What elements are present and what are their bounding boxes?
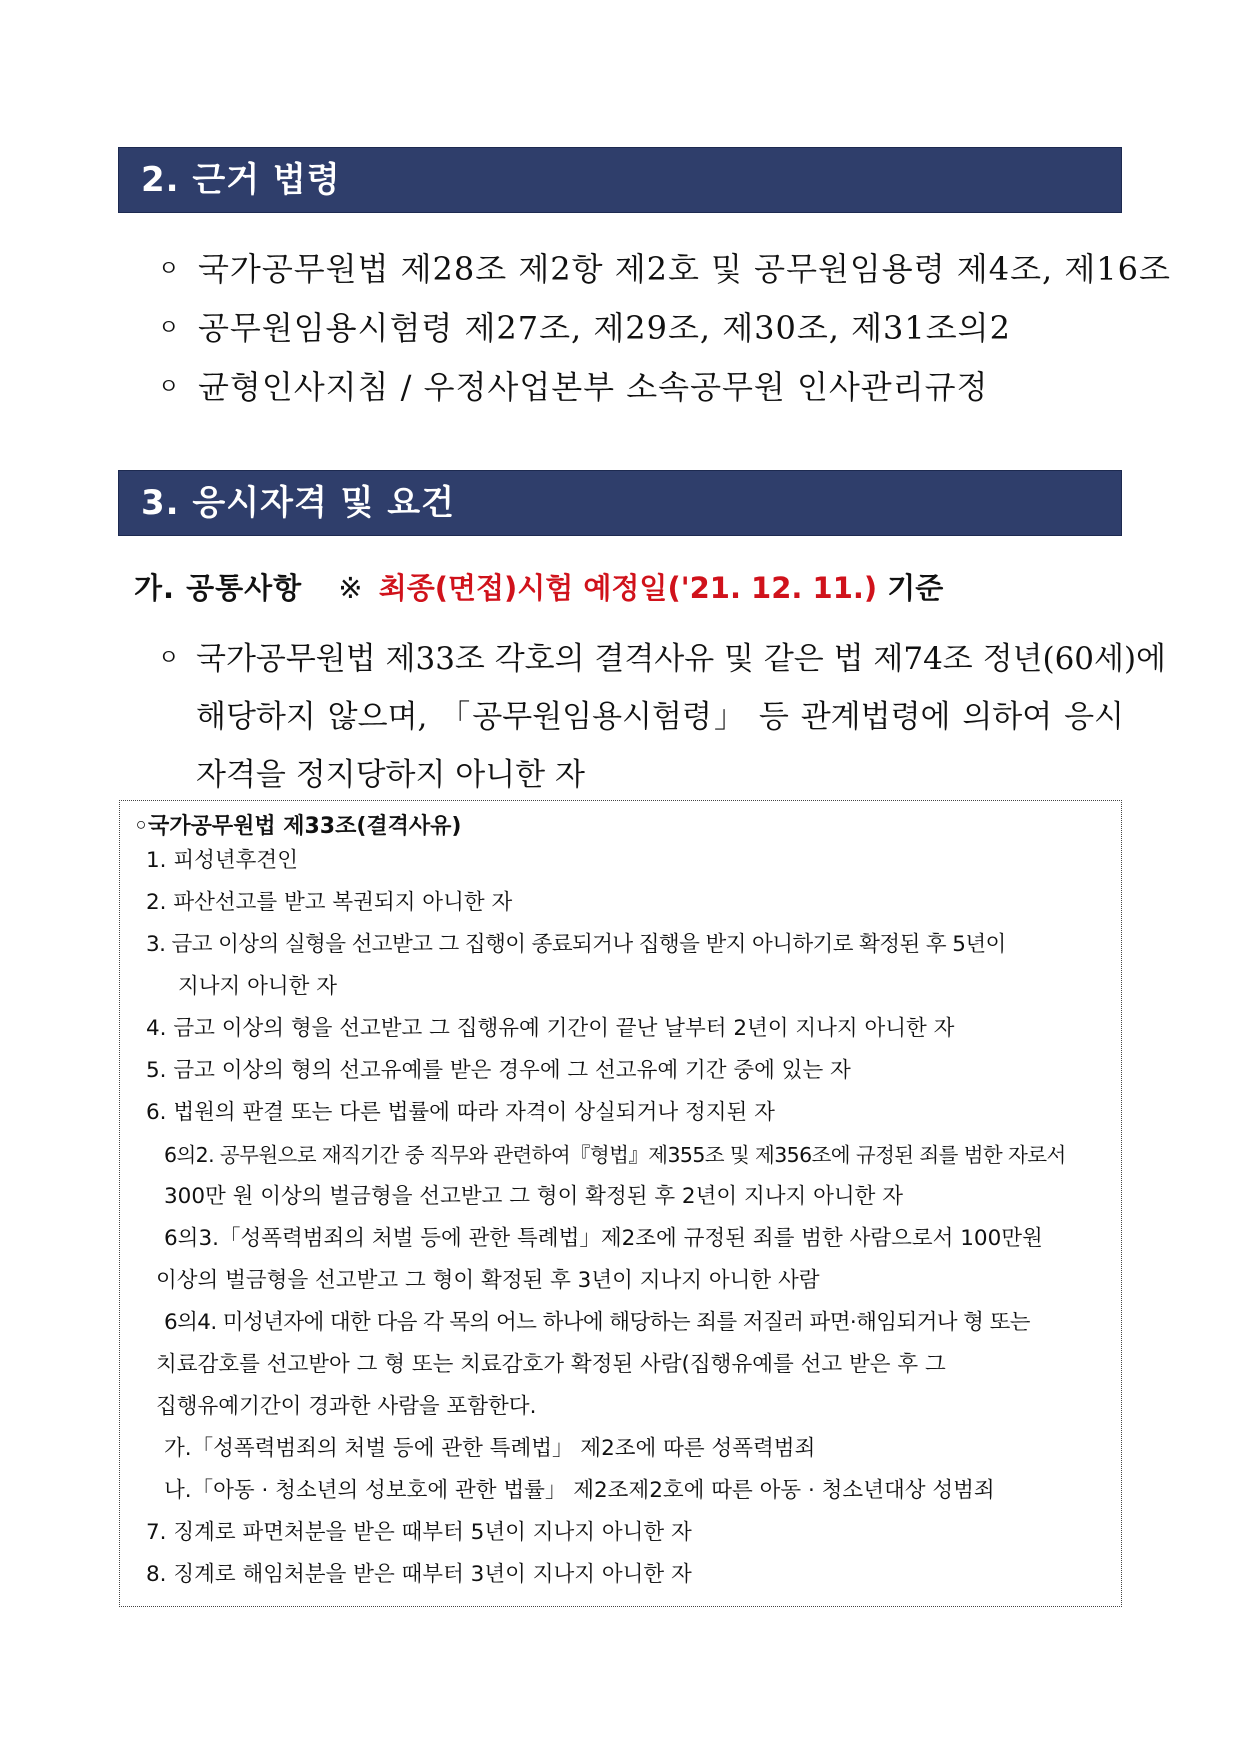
section-3-title: 3. 응시자격 및 요건: [141, 483, 455, 523]
reference-mark-icon: ※: [338, 571, 363, 605]
disqualification-box: [119, 800, 1122, 1607]
eligibility-paragraph: [158, 630, 1167, 804]
list-item: [158, 299, 1171, 358]
list-item-text: 국가공무원법 제28조 제2항 제2호 및 공무원임용령 제4조, 제16조: [198, 250, 1171, 288]
box-line: 6의4. 미성년자에 대한 다음 각 목의 어느 하나에 해당하는 죄를 저질러 파면·해임되거나 형 또는: [164, 1310, 1030, 1335]
section-3-header: [118, 470, 1122, 536]
legal-basis-list: [158, 240, 1171, 417]
list-item-text: 공무원임용시험령 제27조, 제29조, 제30조, 제31조의2: [198, 309, 1011, 347]
box-line: 5. 금고 이상의 형의 선고유예를 받은 경우에 그 선고유예 기간 중에 있는 자: [146, 1058, 851, 1083]
box-line: 2. 파산선고를 받고 복권되지 아니한 자: [146, 890, 513, 915]
bullet-circle-icon: ㅇ: [158, 646, 180, 671]
list-item: [158, 358, 1171, 417]
bullet-circle-icon: ㅇ: [158, 257, 181, 282]
box-line: 집행유예기간이 경과한 사람을 포함한다.: [156, 1394, 537, 1419]
box-line: 3. 금고 이상의 실형을 선고받고 그 집행이 종료되거나 집행을 받지 아니하기로 확정된 후 5년이: [146, 932, 1006, 957]
paragraph-line: 해당하지 않으며, 「공무원임용시험령」 등 관계법령에 의하여 응시: [196, 699, 1124, 735]
box-line: 6. 법원의 판결 또는 다른 법률에 따라 자격이 상실되거나 정지된 자: [146, 1100, 775, 1125]
box-line: 치료감호를 선고받아 그 형 또는 치료감호가 확정된 사람(집행유예를 선고 받은 후 그: [156, 1352, 946, 1377]
box-line: 6의3.「성폭력범죄의 처벌 등에 관한 특례법」제2조에 규정된 죄를 범한 사람으로서 100만원: [164, 1226, 1043, 1251]
paragraph-line: 자격을 정지당하지 아니한 자: [196, 757, 585, 793]
box-line: 1. 피성년후견인: [146, 848, 298, 873]
list-item-text: 균형인사지침 / 우정사업본부 소속공무원 인사관리규정: [198, 368, 989, 406]
box-line: 4. 금고 이상의 형을 선고받고 그 집행유예 기간이 끝난 날부터 2년이 지나지 아니한 자: [146, 1016, 955, 1041]
section-2-header: [118, 147, 1122, 213]
paragraph-line: 국가공무원법 제33조 각호의 결격사유 및 같은 법 제74조 정년(60세)에: [196, 641, 1167, 677]
box-line: 가.「성폭력범죄의 처벌 등에 관한 특례법」 제2조에 따른 성폭력범죄: [164, 1436, 816, 1461]
box-line: 6의2. 공무원으로 재직기간 중 직무와 관련하여『형법』제355조 및 제356조에 규정된 죄를 범한 자로서: [164, 1143, 1066, 1167]
note-suffix: 기준: [887, 571, 944, 605]
box-line: 나.「아동 · 청소년의 성보호에 관한 법률」 제2조제2호에 따른 아동 · 청소년대상 성범죄: [164, 1478, 995, 1503]
exam-date-note: 최종(면접)시험 예정일('21. 12. 11.): [378, 571, 878, 605]
box-line: 7. 징계로 파면처분을 받은 때부터 5년이 지나지 아니한 자: [146, 1520, 692, 1545]
box-title: ◦국가공무원법 제33조(결격사유): [134, 814, 462, 839]
bullet-circle-icon: ㅇ: [158, 316, 181, 341]
subheading-label: 가. 공통사항: [134, 571, 303, 605]
box-line: 지나지 아니한 자: [178, 974, 338, 999]
section-2-title: 2. 근거 법령: [141, 160, 341, 200]
box-line: 300만 원 이상의 벌금형을 선고받고 그 형이 확정된 후 2년이 지나지 아니한 자: [164, 1184, 904, 1209]
box-line: 이상의 벌금형을 선고받고 그 형이 확정된 후 3년이 지나지 아니한 사람: [156, 1268, 820, 1293]
common-requirements-heading: [134, 566, 943, 607]
list-item: [158, 240, 1171, 299]
bullet-circle-icon: ㅇ: [158, 375, 181, 400]
box-line: 8. 징계로 해임처분을 받은 때부터 3년이 지나지 아니한 자: [146, 1562, 692, 1587]
